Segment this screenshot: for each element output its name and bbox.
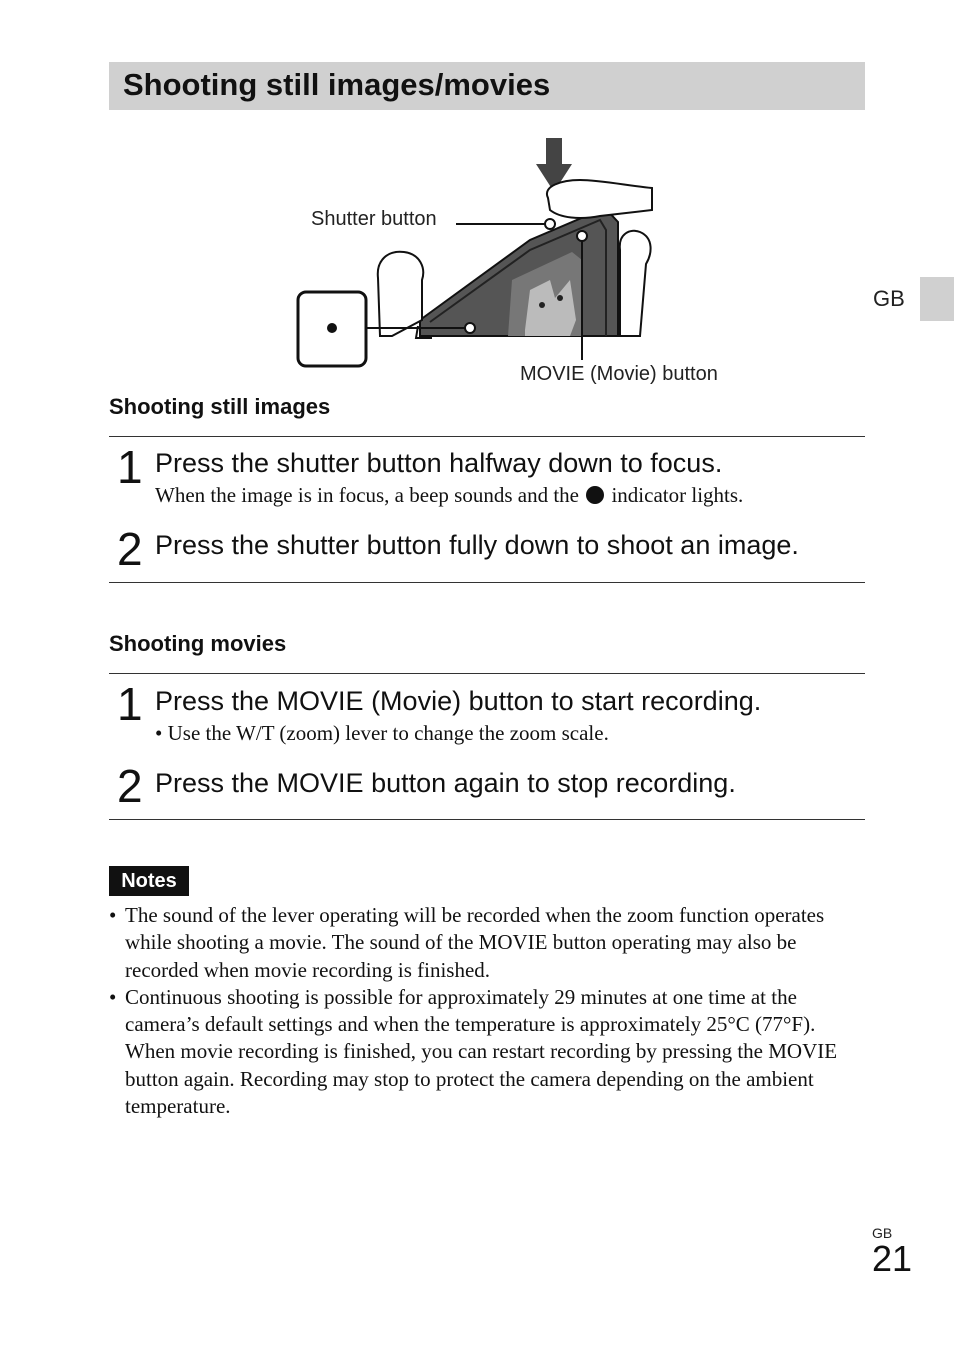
movie-button-point [577,231,587,241]
page-title: Shooting still images/movies [123,67,551,102]
movie-step-1-text: Press the MOVIE (Movie) button to start recording. [155,686,762,716]
shutter-button-label: Shutter button [311,208,437,230]
indicator-dot-icon [327,323,337,333]
still-step-1-detail-after: indicator lights. [611,483,744,507]
still-step-1-detail-before: When the image is in focus, a beep sounds and the [155,483,579,507]
still-step-2-number: 2 [117,523,143,575]
notes-list [109,902,865,1120]
movies-heading: Shooting movies [109,631,287,656]
side-tab [920,277,954,321]
side-tab-label: GB [873,286,905,311]
page-number: 21 [872,1238,913,1279]
camera-illustration [280,130,760,390]
movie-step-1-detail [155,721,609,746]
movie-button-label: MOVIE (Movie) button [520,363,718,385]
still-step-1-text: Press the shutter button halfway down to focus. [155,448,723,478]
movies-bottom-rule [109,819,865,820]
note-text: Continuous shooting is possible for approximately 29 minutes at one time at the camera’s default settings and when the temperature is approximately 25°C (77°F). When movie recording is finished, you can restart recording by pressing the MOVIE button again. Recording may stop to protect the camera depending on the ambient temperature. [125,984,838,1119]
finger-right [620,231,651,336]
note-item [109,902,865,984]
still-images-heading: Shooting still images [109,394,331,419]
thumb-top [547,180,652,218]
still-step-1-detail [155,483,743,508]
still-step-1-number: 1 [117,441,143,493]
notes-badge: Notes [109,866,189,896]
note-text: The sound of the lever operating will be recorded when the zoom function operates while shooting a movie. The sound of the MOVIE button operating may also be recorded when movie recording is finished. [125,903,825,982]
still-bottom-rule [109,582,865,583]
movie-step-1-detail-text: Use the W/T (zoom) lever to change the zoom scale. [167,721,609,745]
focus-indicator-icon [586,486,604,504]
finger-left [378,252,423,336]
bullet-icon: • [109,984,117,1009]
movies-top-rule [109,673,865,674]
movie-step-2-number: 2 [117,760,143,812]
movie-step-1-number: 1 [117,678,143,730]
shutter-button-point [545,219,555,229]
title-bar [109,62,865,110]
camera-drawing [280,130,760,390]
note-item [109,984,865,1120]
still-step-2-text: Press the shutter button fully down to shoot an image. [155,530,799,560]
movie-step-2-text: Press the MOVIE button again to stop recording. [155,768,736,798]
page-lang-label: GB [872,1225,893,1241]
indicator-point [465,323,475,333]
bullet-icon: • [155,721,163,745]
still-top-rule [109,436,865,437]
bullet-icon: • [109,903,117,927]
